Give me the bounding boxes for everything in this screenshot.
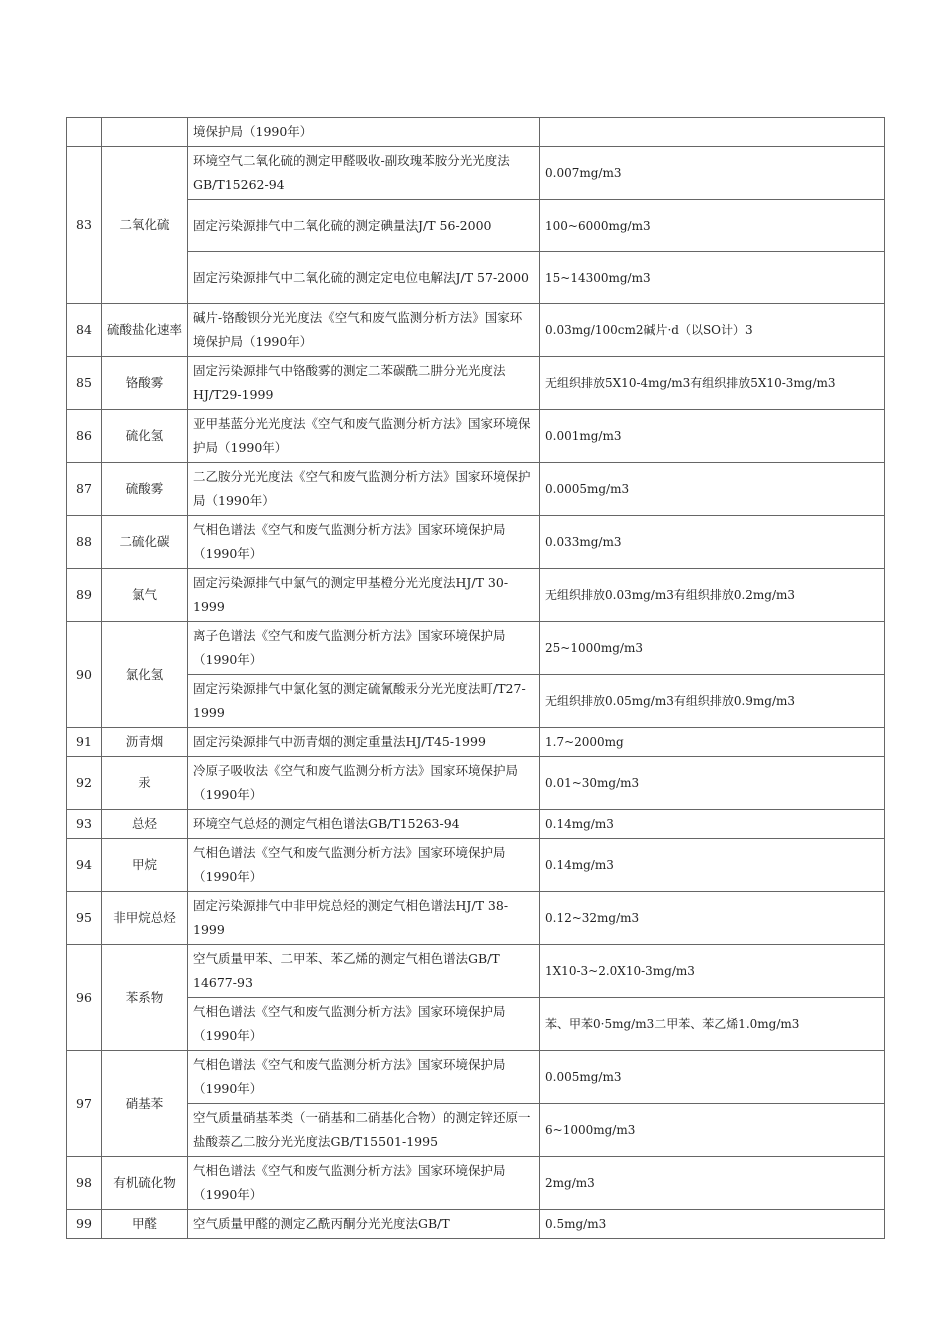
analysis-method: 固定污染源排气中铬酸雾的测定二苯碳酰二肼分光光度法HJ/T29-1999 xyxy=(188,357,540,410)
item-number: 99 xyxy=(67,1210,102,1239)
analysis-method: 亚甲基蓝分光光度法《空气和废气监测分析方法》国家环境保护局（1990年） xyxy=(188,410,540,463)
table-row xyxy=(67,839,885,892)
detection-range: 0.005mg/m3 xyxy=(540,1051,885,1104)
item-number xyxy=(67,118,102,147)
item-number: 88 xyxy=(67,516,102,569)
detection-range: 0.14mg/m3 xyxy=(540,839,885,892)
table-row xyxy=(67,675,885,728)
pollutant-name: 氯化氢 xyxy=(102,622,188,728)
table-row xyxy=(67,1210,885,1239)
detection-range: 无组织排放5X10-4mg/m3有组织排放5X10-3mg/m3 xyxy=(540,357,885,410)
pollutant-name: 二硫化碳 xyxy=(102,516,188,569)
analysis-method: 气相色谱法《空气和废气监测分析方法》国家环境保护局（1990年） xyxy=(188,516,540,569)
table-row xyxy=(67,147,885,200)
detection-range: 0.033mg/m3 xyxy=(540,516,885,569)
detection-range: 无组织排放0.05mg/m3有组织排放0.9mg/m3 xyxy=(540,675,885,728)
analysis-method: 环境空气二氧化硫的测定甲醛吸收-副玫瑰苯胺分光光度法GB/T15262-94 xyxy=(188,147,540,200)
analysis-method: 固定污染源排气中二氧化硫的测定碘量法J/T 56-2000 xyxy=(188,200,540,252)
analysis-method: 固定污染源排气中氯化氢的测定硫氰酸汞分光光度法町/T27-1999 xyxy=(188,675,540,728)
analysis-method: 固定污染源排气中氯气的测定甲基橙分光光度法HJ/T 30-1999 xyxy=(188,569,540,622)
pollutant-name: 汞 xyxy=(102,757,188,810)
pollutant-name: 苯系物 xyxy=(102,945,188,1051)
pollutant-name: 硫酸盐化速率 xyxy=(102,304,188,357)
detection-range: 15~14300mg/m3 xyxy=(540,252,885,304)
table-row xyxy=(67,463,885,516)
table-row xyxy=(67,410,885,463)
detection-range: 6~1000mg/m3 xyxy=(540,1104,885,1157)
pollutant-name: 总烃 xyxy=(102,810,188,839)
pollutant-name: 二氧化硫 xyxy=(102,147,188,304)
item-number: 91 xyxy=(67,728,102,757)
analysis-method: 气相色谱法《空气和废气监测分析方法》国家环境保护局（1990年） xyxy=(188,1051,540,1104)
detection-range: 1.7~2000mg xyxy=(540,728,885,757)
table-row xyxy=(67,998,885,1051)
detection-range: 25~1000mg/m3 xyxy=(540,622,885,675)
analysis-method: 固定污染源排气中沥青烟的测定重量法HJ/T45-1999 xyxy=(188,728,540,757)
item-number: 96 xyxy=(67,945,102,1051)
detection-range: 0.14mg/m3 xyxy=(540,810,885,839)
detection-range: 0.01~30mg/m3 xyxy=(540,757,885,810)
table-row xyxy=(67,357,885,410)
detection-range: 0.007mg/m3 xyxy=(540,147,885,200)
analysis-method: 气相色谱法《空气和废气监测分析方法》国家环境保护局（1990年） xyxy=(188,1157,540,1210)
table-row xyxy=(67,892,885,945)
table-row xyxy=(67,1104,885,1157)
analysis-method: 碱片-铬酸钡分光光度法《空气和废气监测分析方法》国家环境保护局（1990年） xyxy=(188,304,540,357)
detection-range: 0.0005mg/m3 xyxy=(540,463,885,516)
analysis-method: 气相色谱法《空气和废气监测分析方法》国家环境保护局（1990年） xyxy=(188,998,540,1051)
detection-range: 2mg/m3 xyxy=(540,1157,885,1210)
item-number: 97 xyxy=(67,1051,102,1157)
analysis-method: 气相色谱法《空气和废气监测分析方法》国家环境保护局（1990年） xyxy=(188,839,540,892)
item-number: 95 xyxy=(67,892,102,945)
pollutant-name: 硫化氢 xyxy=(102,410,188,463)
table-body xyxy=(67,118,885,1239)
analysis-method: 空气质量硝基苯类（一硝基和二硝基化合物）的测定锌还原一盐酸萘乙二胺分光光度法GB/T15501-1995 xyxy=(188,1104,540,1157)
item-number: 93 xyxy=(67,810,102,839)
analysis-method: 二乙胺分光光度法《空气和废气监测分析方法》国家环境保护局（1990年） xyxy=(188,463,540,516)
monitoring-methods-table xyxy=(66,117,885,1239)
item-number: 86 xyxy=(67,410,102,463)
analysis-method: 冷原子吸收法《空气和废气监测分析方法》国家环境保护局（1990年） xyxy=(188,757,540,810)
table-row xyxy=(67,728,885,757)
table-row xyxy=(67,757,885,810)
pollutant-name: 氯气 xyxy=(102,569,188,622)
item-number: 89 xyxy=(67,569,102,622)
table-row xyxy=(67,118,885,147)
detection-range: 1X10-3~2.0X10-3mg/m3 xyxy=(540,945,885,998)
analysis-method: 空气质量甲苯、二甲苯、苯乙烯的测定气相色谱法GB/T 14677-93 xyxy=(188,945,540,998)
item-number: 83 xyxy=(67,147,102,304)
table-row xyxy=(67,622,885,675)
table-row xyxy=(67,200,885,252)
pollutant-name: 有机硫化物 xyxy=(102,1157,188,1210)
table-row xyxy=(67,304,885,357)
analysis-method: 固定污染源排气中非甲烷总烃的测定气相色谱法HJ/T 38-1999 xyxy=(188,892,540,945)
pollutant-name: 甲醛 xyxy=(102,1210,188,1239)
pollutant-name xyxy=(102,118,188,147)
table-row xyxy=(67,516,885,569)
detection-range: 0.03mg/100cm2碱片·d（以SO计）3 xyxy=(540,304,885,357)
pollutant-name: 甲烷 xyxy=(102,839,188,892)
detection-range xyxy=(540,118,885,147)
pollutant-name: 沥青烟 xyxy=(102,728,188,757)
detection-range: 苯、甲苯0·5mg/m3二甲苯、苯乙烯1.0mg/m3 xyxy=(540,998,885,1051)
pollutant-name: 非甲烷总烃 xyxy=(102,892,188,945)
pollutant-name: 硫酸雾 xyxy=(102,463,188,516)
table-row xyxy=(67,810,885,839)
detection-range: 0.5mg/m3 xyxy=(540,1210,885,1239)
table-row xyxy=(67,1157,885,1210)
table-row xyxy=(67,1051,885,1104)
item-number: 90 xyxy=(67,622,102,728)
detection-range: 0.12~32mg/m3 xyxy=(540,892,885,945)
analysis-method: 环境空气总烃的测定气相色谱法GB/T15263-94 xyxy=(188,810,540,839)
analysis-method: 固定污染源排气中二氧化硫的测定定电位电解法J/T 57-2000 xyxy=(188,252,540,304)
item-number: 87 xyxy=(67,463,102,516)
detection-range: 100~6000mg/m3 xyxy=(540,200,885,252)
table-row xyxy=(67,945,885,998)
item-number: 94 xyxy=(67,839,102,892)
table-row xyxy=(67,569,885,622)
table-row xyxy=(67,252,885,304)
pollutant-name: 铬酸雾 xyxy=(102,357,188,410)
item-number: 92 xyxy=(67,757,102,810)
pollutant-name: 硝基苯 xyxy=(102,1051,188,1157)
item-number: 98 xyxy=(67,1157,102,1210)
detection-range: 无组织排放0.03mg/m3有组织排放0.2mg/m3 xyxy=(540,569,885,622)
detection-range: 0.001mg/m3 xyxy=(540,410,885,463)
item-number: 85 xyxy=(67,357,102,410)
analysis-method: 离子色谱法《空气和废气监测分析方法》国家环境保护局（1990年） xyxy=(188,622,540,675)
item-number: 84 xyxy=(67,304,102,357)
analysis-method: 境保护局（1990年） xyxy=(188,118,540,147)
analysis-method: 空气质量甲醛的测定乙酰丙酮分光光度法GB/T xyxy=(188,1210,540,1239)
